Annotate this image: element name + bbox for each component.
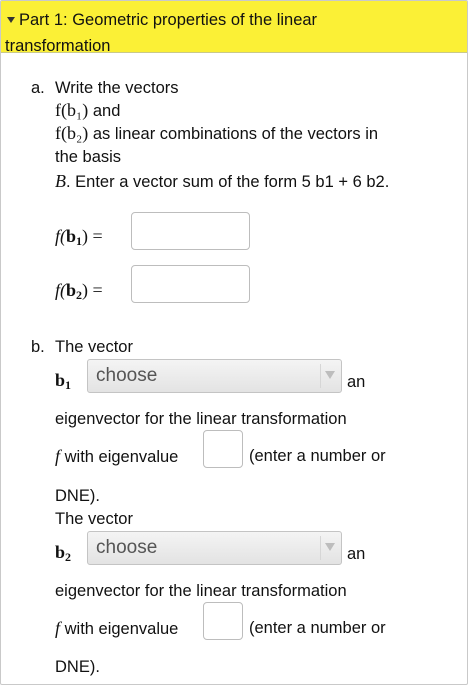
q2-line4: DNE).	[55, 658, 100, 676]
basis-B-math: B	[55, 171, 66, 191]
collapse-triangle-icon[interactable]	[7, 17, 15, 23]
q1-line3-text: with eigenvalue	[64, 448, 179, 466]
eq1-end: ) =	[82, 226, 103, 246]
part-a-line5	[55, 170, 389, 193]
eq1-fn: f(	[55, 226, 66, 246]
q1-line4: DNE).	[55, 487, 100, 505]
q2-hint: (enter a number or	[249, 619, 386, 637]
eq1-sub: 1	[76, 234, 83, 248]
part-header[interactable]	[1, 1, 467, 53]
q2-line3	[55, 617, 178, 640]
part-a-line3-text: as linear combinations of the vectors in	[92, 125, 379, 143]
part-a-marker: a.	[31, 79, 45, 97]
q1-var: $b_1$	[55, 370, 72, 392]
q2-select-label: choose	[96, 537, 158, 558]
eq2-label	[55, 279, 103, 306]
part-a-line1: Write the vectors	[55, 79, 179, 97]
header-title-line1: Part 1: Geometric properties of the linear	[19, 11, 318, 29]
q1-after: an	[347, 373, 366, 391]
eq2-var: b	[66, 280, 77, 300]
q2-line2: eigenvector for the linear transformation	[55, 582, 347, 600]
q2-intro: The vector	[55, 510, 133, 528]
q1-hint: (enter a number or	[249, 447, 386, 465]
q1-intro: The vector	[55, 338, 133, 356]
q2-var: $b_2$	[55, 542, 72, 564]
q2-fn: f	[55, 618, 61, 638]
q2-line3-text: with eigenvalue	[64, 620, 179, 638]
eq1-var: b	[66, 226, 77, 246]
chevron-down-icon	[325, 543, 335, 551]
q1-select-label: choose	[96, 365, 158, 386]
part-a-line2-text: and	[92, 102, 121, 120]
eq1-label	[55, 225, 103, 252]
q1-line3	[55, 445, 178, 468]
part-a-line3	[55, 122, 378, 145]
eq2-end: ) =	[82, 280, 103, 300]
q1-line2: eigenvector for the linear transformation	[55, 410, 347, 428]
header-title-line2: transformation	[5, 37, 111, 55]
part-a-line2	[55, 99, 120, 122]
f-b1-input[interactable]	[131, 212, 250, 250]
f-b2-math: f(b₂)	[55, 123, 89, 143]
q1-eigenvalue-input[interactable]	[203, 430, 243, 468]
chevron-down-icon	[325, 371, 335, 379]
q2-after: an	[347, 545, 366, 563]
q1-fn: f	[55, 446, 61, 466]
part-b-marker: b.	[31, 338, 45, 356]
f-b2-input[interactable]	[131, 265, 250, 303]
q2-eigenvalue-input[interactable]	[203, 602, 243, 640]
q2-choose-select[interactable]	[87, 531, 342, 565]
part-a-line4: the basis	[55, 148, 122, 166]
q1-choose-select[interactable]	[87, 359, 342, 393]
eq2-sub: 2	[76, 288, 83, 302]
eq2-fn: f(	[55, 280, 66, 300]
part-a-line5-text: . Enter a vector sum of the form 5 b1 + 6 b2.	[66, 173, 390, 191]
f-b1-math: f(b₁)	[55, 100, 89, 120]
